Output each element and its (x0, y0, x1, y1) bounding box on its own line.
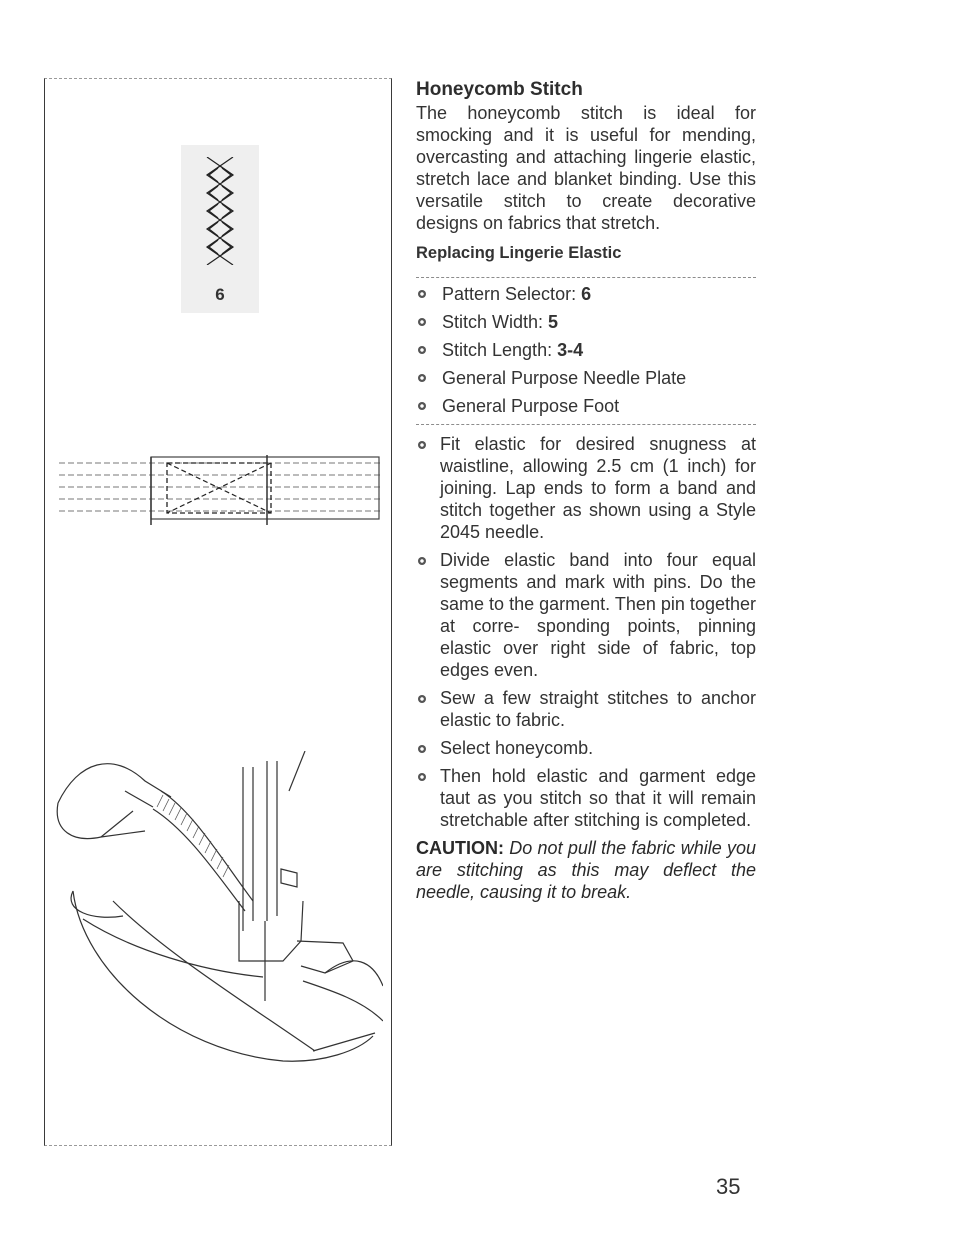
bullet-icon (418, 318, 426, 326)
setting-value: 5 (548, 312, 559, 332)
settings-item (416, 364, 756, 392)
intro-paragraph: The honeycomb stitch is ideal for smocking and it is useful for mending, overcasting and attaching lingerie elastic, stretch lace and blanket binding. Use this versatile stitch to create decorative designs on fabrics that stretch. (416, 103, 756, 233)
instruction-column (416, 78, 756, 903)
bullet-icon (418, 374, 426, 382)
step-text: Fit elastic for desired snugness at waistline, allowing 2.5 cm (1 inch) for joining. Lap ends to form a band and stitch together as shown using a Style 2045 needle. (440, 434, 756, 542)
step-item (416, 687, 756, 731)
step-item (416, 737, 756, 759)
divider (416, 277, 756, 278)
step-text: Then hold elastic and garment edge taut as you stitch so that it will remain stretchable after stitching is completed. (440, 766, 756, 830)
settings-list (416, 280, 756, 420)
setting-label: General Purpose Foot (442, 396, 620, 416)
setting-label: Stitch Width: (442, 312, 549, 332)
step-text: Sew a few straight stitches to anchor elastic to fabric. (440, 688, 756, 730)
honeycomb-stitch-icon (203, 157, 237, 265)
page-number: 35 (716, 1174, 741, 1199)
bullet-icon (418, 346, 426, 354)
caution-label: CAUTION: (416, 838, 504, 858)
elastic-joining-diagram (59, 451, 381, 531)
divider (416, 424, 756, 425)
step-item (416, 549, 756, 681)
subsection-title: Replacing Lingerie Elastic (416, 244, 622, 262)
caution-note (416, 837, 756, 903)
illustration-panel (44, 78, 392, 1146)
bullet-icon (418, 695, 426, 703)
steps-list (416, 433, 756, 831)
settings-item (416, 308, 756, 336)
settings-item (416, 336, 756, 364)
bullet-icon (418, 773, 426, 781)
setting-value: 6 (581, 284, 592, 304)
caution-text: Do not pull the fabric while you are stitching as this may deflect the needle, causing it to break. (416, 838, 756, 902)
step-item (416, 765, 756, 831)
settings-item (416, 392, 756, 420)
setting-value: 3-4 (557, 340, 584, 360)
stitch-pattern-card (181, 145, 259, 313)
settings-item (416, 280, 756, 308)
step-text: Divide elastic band into four equal segments and mark with pins. Do the same to the garment. Then pin together at corre- sponding points, pinning elastic over right side of fabric, top edges even. (440, 550, 756, 680)
bullet-icon (418, 290, 426, 298)
section-title: Honeycomb Stitch (416, 79, 583, 100)
step-text: Select honeycomb. (440, 738, 594, 758)
bullet-icon (418, 745, 426, 753)
bullet-icon (418, 441, 426, 449)
setting-label: Pattern Selector: (442, 284, 582, 304)
sewing-elastic-illustration (53, 751, 383, 1081)
pattern-number: 6 (215, 285, 225, 304)
setting-label: General Purpose Needle Plate (442, 368, 687, 388)
setting-label: Stitch Length: (442, 340, 558, 360)
bullet-icon (418, 402, 426, 410)
step-item (416, 433, 756, 543)
bullet-icon (418, 557, 426, 565)
